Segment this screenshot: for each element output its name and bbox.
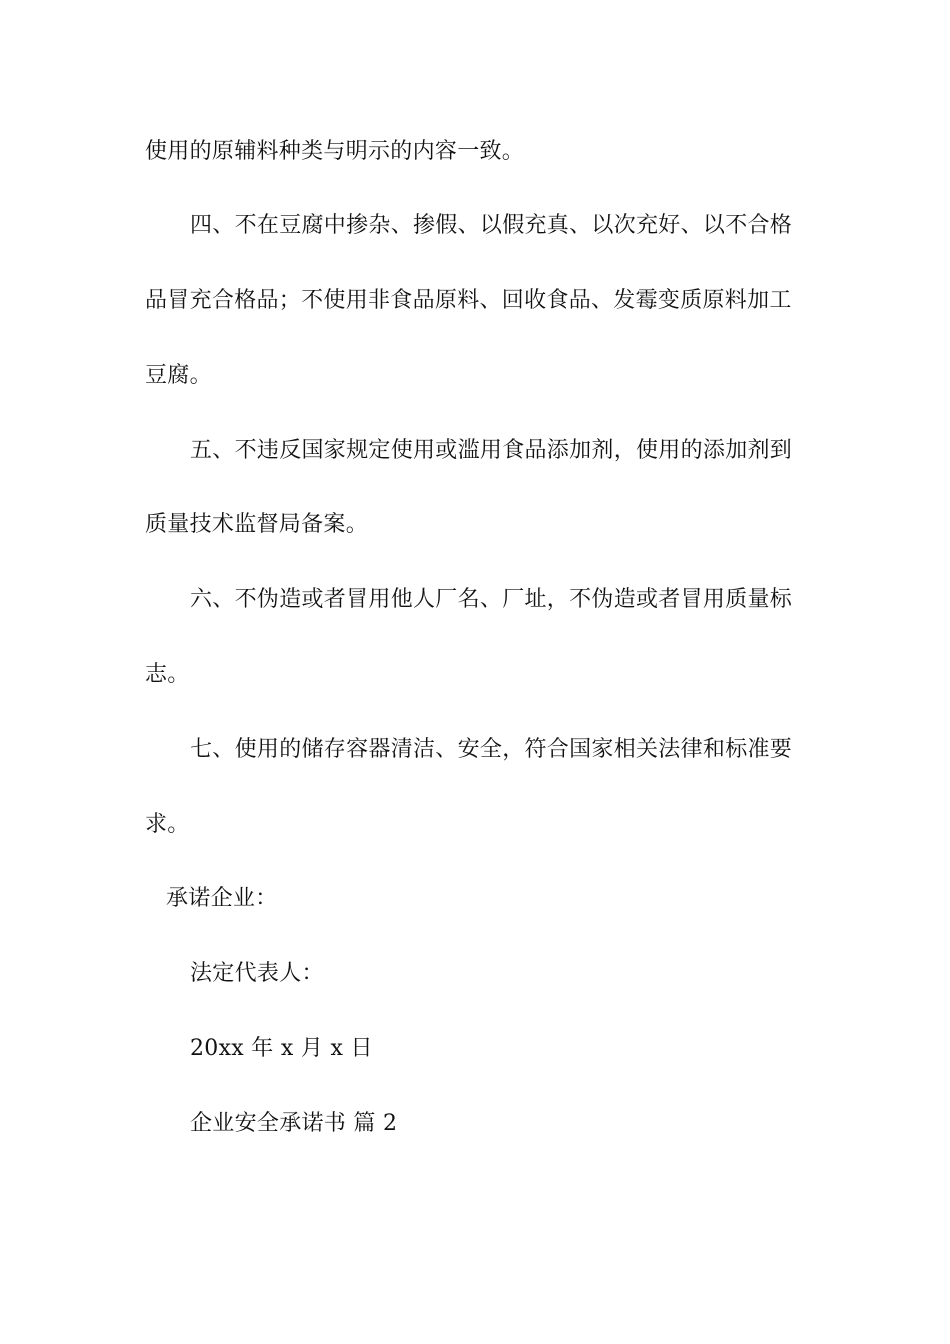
clause-six-line: 六、不伪造或者冒用他人厂名、厂址，不伪造或者冒用质量标 [190, 587, 793, 612]
date-line: 20xx 年 x 月 x 日 [190, 1036, 373, 1061]
paragraph-line: 使用的原辅料种类与明示的内容一致。 [145, 139, 525, 164]
clause-five-line: 五、不违反国家规定使用或滥用食品添加剂，使用的添加剂到 [190, 438, 793, 463]
clause-four-line: 四、不在豆腐中掺杂、掺假、以假充真、以次充好、以不合格 [190, 213, 793, 238]
paragraph-line: 志。 [145, 662, 190, 687]
committing-company-label: 承诺企业： [166, 886, 278, 911]
paragraph-line: 品冒充合格品；不使用非食品原料、回收食品、发霉变质原料加工 [145, 288, 792, 313]
paragraph-line: 质量技术监督局备案。 [145, 512, 369, 537]
clause-seven-line: 七、使用的储存容器清洁、安全，符合国家相关法律和标准要 [190, 737, 793, 762]
paragraph-line: 豆腐。 [145, 363, 212, 388]
section-heading: 企业安全承诺书 篇 2 [190, 1111, 398, 1136]
legal-representative-label: 法定代表人： [190, 961, 324, 986]
paragraph-line: 求。 [145, 812, 190, 837]
